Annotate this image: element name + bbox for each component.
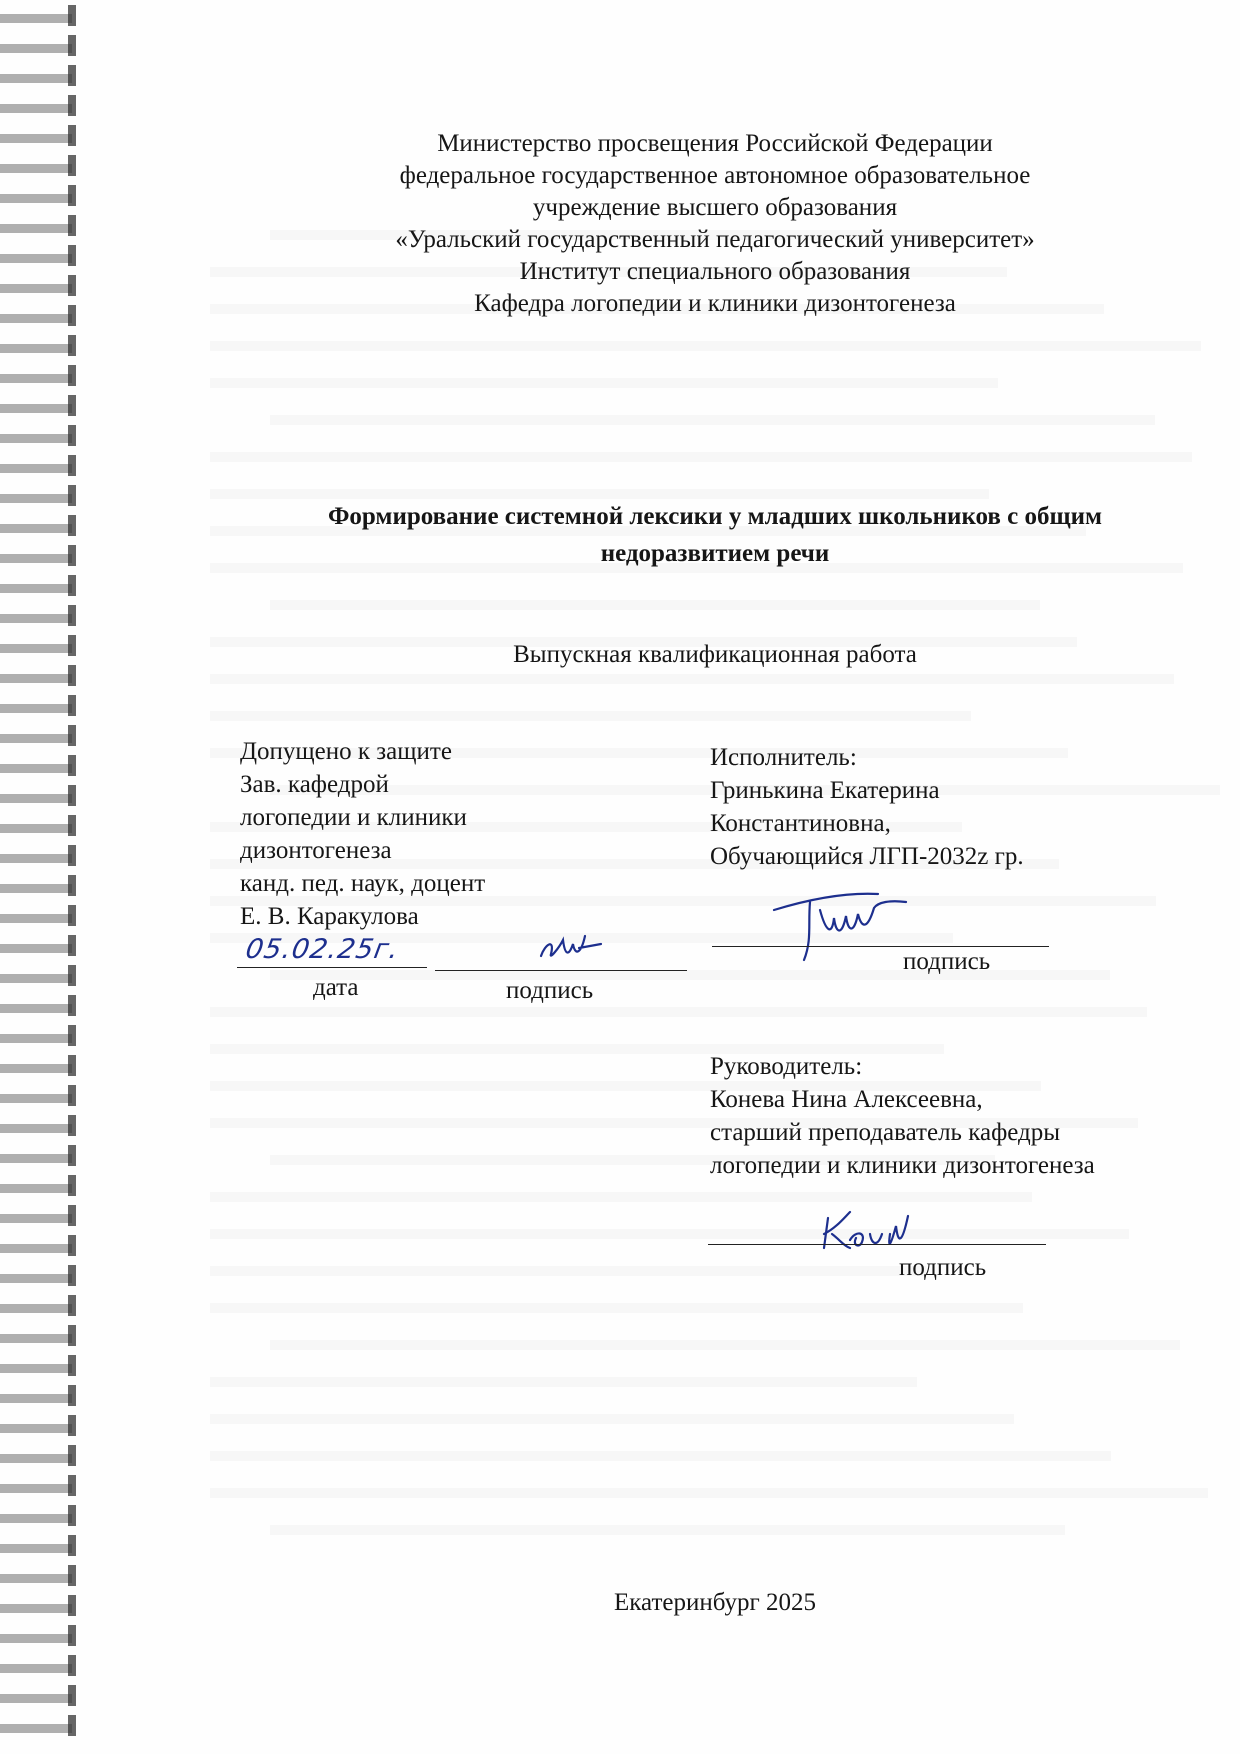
binding-hook bbox=[68, 635, 76, 656]
binding-tab bbox=[0, 1094, 72, 1103]
binding-tab bbox=[0, 884, 72, 893]
handwritten-date: 05.02.25г. bbox=[243, 934, 402, 965]
binding-hook bbox=[68, 305, 76, 326]
binding-tab bbox=[0, 104, 72, 113]
binding-hook bbox=[68, 1055, 76, 1076]
binding-tab bbox=[0, 914, 72, 923]
header-line-institute: Институт специального образования bbox=[519, 258, 911, 285]
binding-hook bbox=[68, 245, 76, 266]
binding-tab bbox=[0, 614, 72, 623]
binding-tab bbox=[0, 1184, 72, 1193]
binding-hook bbox=[68, 1265, 76, 1286]
supervisor-label: Руководитель: bbox=[710, 1053, 863, 1080]
bleed-through-line bbox=[210, 1266, 926, 1276]
binding-tab bbox=[0, 1334, 72, 1343]
binding-hook bbox=[68, 1655, 76, 1676]
admission-block bbox=[240, 735, 680, 933]
binding-hook bbox=[68, 575, 76, 596]
date-caption: дата bbox=[313, 974, 359, 1001]
executor-signature-line bbox=[712, 946, 1049, 947]
binding-hook bbox=[68, 425, 76, 446]
date-line bbox=[237, 967, 427, 968]
binding-hook bbox=[68, 1205, 76, 1226]
binding-hook bbox=[68, 1175, 76, 1196]
binding-tab bbox=[0, 1034, 72, 1043]
binding-tab bbox=[0, 164, 72, 173]
header-line-department: Кафедра логопедии и клиники дизонтогенеза bbox=[474, 290, 956, 317]
binding-hook bbox=[68, 1115, 76, 1136]
binding-hook bbox=[68, 1505, 76, 1526]
binding-hook bbox=[68, 275, 76, 296]
binding-tab bbox=[0, 1664, 72, 1673]
binding-hook bbox=[68, 1295, 76, 1316]
binding-tab bbox=[0, 1724, 72, 1733]
bleed-through-line bbox=[210, 452, 1192, 462]
binding-tab bbox=[0, 224, 72, 233]
binding-tab bbox=[0, 254, 72, 263]
binding-tab bbox=[0, 674, 72, 683]
binding-tab bbox=[0, 1514, 72, 1523]
binding-hook bbox=[68, 1595, 76, 1616]
binding-hook bbox=[68, 155, 76, 176]
bleed-through-line bbox=[210, 1488, 1208, 1498]
binding-tab bbox=[0, 854, 72, 863]
binding-hook bbox=[68, 1355, 76, 1376]
binding-tab bbox=[0, 1424, 72, 1433]
header-line-education-level: учреждение высшего образования bbox=[532, 194, 898, 221]
executor-name-line-1: Гринькина Екатерина bbox=[710, 777, 940, 804]
binding-hook bbox=[68, 1565, 76, 1586]
binding-tab bbox=[0, 314, 72, 323]
binding-tab bbox=[0, 1454, 72, 1463]
binding-hook bbox=[68, 545, 76, 566]
admission-signature-caption: подпись bbox=[506, 977, 594, 1004]
thesis-title-line-1: Формирование системной лексики у младших школьников с общим bbox=[327, 503, 1103, 530]
head-of-department-signature bbox=[535, 926, 605, 970]
bleed-through-line bbox=[210, 1303, 1023, 1313]
binding-tab bbox=[0, 1604, 72, 1613]
binding-hook bbox=[68, 1475, 76, 1496]
binding-tab bbox=[0, 1544, 72, 1553]
bleed-through-line bbox=[270, 1525, 1065, 1535]
binding-hook bbox=[68, 875, 76, 896]
admission-signature-line bbox=[435, 970, 687, 971]
binding-tab bbox=[0, 434, 72, 443]
binding-tab bbox=[0, 1484, 72, 1493]
bleed-through-line bbox=[210, 1414, 1014, 1424]
binding-hook bbox=[68, 335, 76, 356]
binding-tab bbox=[0, 464, 72, 473]
admission-line-3: логопедии и клиники bbox=[240, 804, 467, 831]
binding-hook bbox=[68, 35, 76, 56]
binding-hook bbox=[68, 755, 76, 776]
executor-group: Обучающийся ЛГП-2032z гр. bbox=[710, 843, 1024, 870]
binding-tab bbox=[0, 494, 72, 503]
binding-hook bbox=[68, 905, 76, 926]
binding-tab bbox=[0, 1694, 72, 1703]
binding-hook bbox=[68, 935, 76, 956]
admission-line-2: Зав. кафедрой bbox=[240, 771, 389, 798]
admission-line-4: дизонтогенеза bbox=[240, 837, 392, 864]
supervisor-name: Конева Нина Алексеевна, bbox=[710, 1086, 983, 1113]
binding-tab bbox=[0, 134, 72, 143]
bleed-through-line bbox=[210, 1377, 917, 1387]
binding-tab bbox=[0, 1364, 72, 1373]
binding-hook bbox=[68, 65, 76, 86]
admission-line-5: канд. пед. наук, доцент bbox=[240, 870, 486, 897]
admission-line-1: Допущено к защите bbox=[240, 738, 452, 765]
binding-hook bbox=[68, 95, 76, 116]
binding-tab bbox=[0, 44, 72, 53]
bleed-through-line bbox=[270, 1340, 1180, 1350]
binding-tab bbox=[0, 554, 72, 563]
bleed-through-line bbox=[270, 415, 1155, 425]
binding-tab bbox=[0, 704, 72, 713]
header-line-institution-type: федеральное государственное автономное образовательное bbox=[399, 162, 1031, 189]
binding-hook bbox=[68, 725, 76, 746]
binding-tab bbox=[0, 824, 72, 833]
spiral-binding bbox=[0, 0, 95, 1754]
supervisor-block bbox=[710, 1050, 1180, 1182]
binding-hook bbox=[68, 5, 76, 26]
binding-tab bbox=[0, 794, 72, 803]
binding-hook bbox=[68, 1535, 76, 1556]
binding-hook bbox=[68, 605, 76, 626]
binding-hook bbox=[68, 665, 76, 686]
binding-hook bbox=[68, 815, 76, 836]
binding-hook bbox=[68, 1385, 76, 1406]
bleed-through-line bbox=[210, 1192, 1032, 1202]
city-year: Екатеринбург 2025 bbox=[613, 1589, 817, 1616]
binding-tab bbox=[0, 1274, 72, 1283]
binding-hook bbox=[68, 515, 76, 536]
binding-tab bbox=[0, 584, 72, 593]
binding-tab bbox=[0, 404, 72, 413]
binding-hook bbox=[68, 785, 76, 806]
binding-tab bbox=[0, 374, 72, 383]
executor-signature bbox=[770, 884, 910, 964]
binding-hook bbox=[68, 1685, 76, 1706]
binding-tab bbox=[0, 1634, 72, 1643]
bleed-through-line bbox=[210, 1229, 1129, 1239]
binding-tab bbox=[0, 194, 72, 203]
bleed-through-line bbox=[210, 711, 971, 721]
binding-tab bbox=[0, 974, 72, 983]
supervisor-signature bbox=[820, 1204, 930, 1254]
binding-hook bbox=[68, 1715, 76, 1736]
binding-tab bbox=[0, 644, 72, 653]
binding-hook bbox=[68, 365, 76, 386]
thesis-title-line-2: недоразвитием речи bbox=[600, 540, 830, 567]
institution-header bbox=[150, 128, 1240, 320]
binding-hook bbox=[68, 395, 76, 416]
bleed-through-line bbox=[210, 1451, 1111, 1461]
bleed-through-line bbox=[210, 378, 998, 388]
binding-tab bbox=[0, 734, 72, 743]
binding-hook bbox=[68, 125, 76, 146]
binding-tab bbox=[0, 74, 72, 83]
binding-hook bbox=[68, 455, 76, 476]
binding-tab bbox=[0, 14, 72, 23]
executor-block bbox=[710, 741, 1180, 873]
binding-hook bbox=[68, 215, 76, 236]
binding-tab bbox=[0, 1214, 72, 1223]
binding-hook bbox=[68, 1235, 76, 1256]
header-line-ministry: Министерство просвещения Российской Федерации bbox=[437, 130, 993, 157]
binding-tab bbox=[0, 1154, 72, 1163]
supervisor-position-line-2: логопедии и клиники дизонтогенеза bbox=[710, 1152, 1095, 1179]
header-line-university: «Уральский государственный педагогический университет» bbox=[395, 226, 1035, 253]
supervisor-position-line-1: старший преподаватель кафедры bbox=[710, 1119, 1061, 1146]
thesis-title bbox=[150, 498, 1240, 572]
binding-hook bbox=[68, 1325, 76, 1346]
binding-hook bbox=[68, 1025, 76, 1046]
binding-hook bbox=[68, 1085, 76, 1106]
binding-tab bbox=[0, 1394, 72, 1403]
bleed-through-line bbox=[270, 600, 1040, 610]
binding-tab bbox=[0, 1064, 72, 1073]
binding-tab bbox=[0, 1304, 72, 1313]
supervisor-signature-line bbox=[708, 1244, 1046, 1245]
binding-hook bbox=[68, 845, 76, 866]
binding-tab bbox=[0, 944, 72, 953]
work-type: Выпускная квалификационная работа bbox=[513, 641, 917, 668]
binding-tab bbox=[0, 1124, 72, 1133]
binding-hook bbox=[68, 1415, 76, 1436]
binding-hook bbox=[68, 1445, 76, 1466]
bleed-through-line bbox=[210, 1007, 1147, 1017]
binding-tab bbox=[0, 1574, 72, 1583]
binding-tab bbox=[0, 344, 72, 353]
binding-tab bbox=[0, 524, 72, 533]
bleed-through-line bbox=[210, 674, 1174, 684]
binding-hook bbox=[68, 485, 76, 506]
executor-label: Исполнитель: bbox=[710, 744, 857, 771]
binding-hook bbox=[68, 965, 76, 986]
executor-name-line-2: Константиновна, bbox=[710, 810, 891, 837]
supervisor-signature-caption: подпись bbox=[899, 1254, 987, 1281]
admission-line-6: Е. В. Каракулова bbox=[240, 903, 419, 930]
binding-tab bbox=[0, 1244, 72, 1253]
binding-tab bbox=[0, 764, 72, 773]
binding-hook bbox=[68, 995, 76, 1016]
binding-hook bbox=[68, 1625, 76, 1646]
binding-tab bbox=[0, 1004, 72, 1013]
binding-hook bbox=[68, 1145, 76, 1166]
binding-hook bbox=[68, 695, 76, 716]
binding-tab bbox=[0, 284, 72, 293]
executor-signature-caption: подпись bbox=[903, 948, 991, 975]
bleed-through-line bbox=[210, 341, 1201, 351]
binding-hook bbox=[68, 185, 76, 206]
